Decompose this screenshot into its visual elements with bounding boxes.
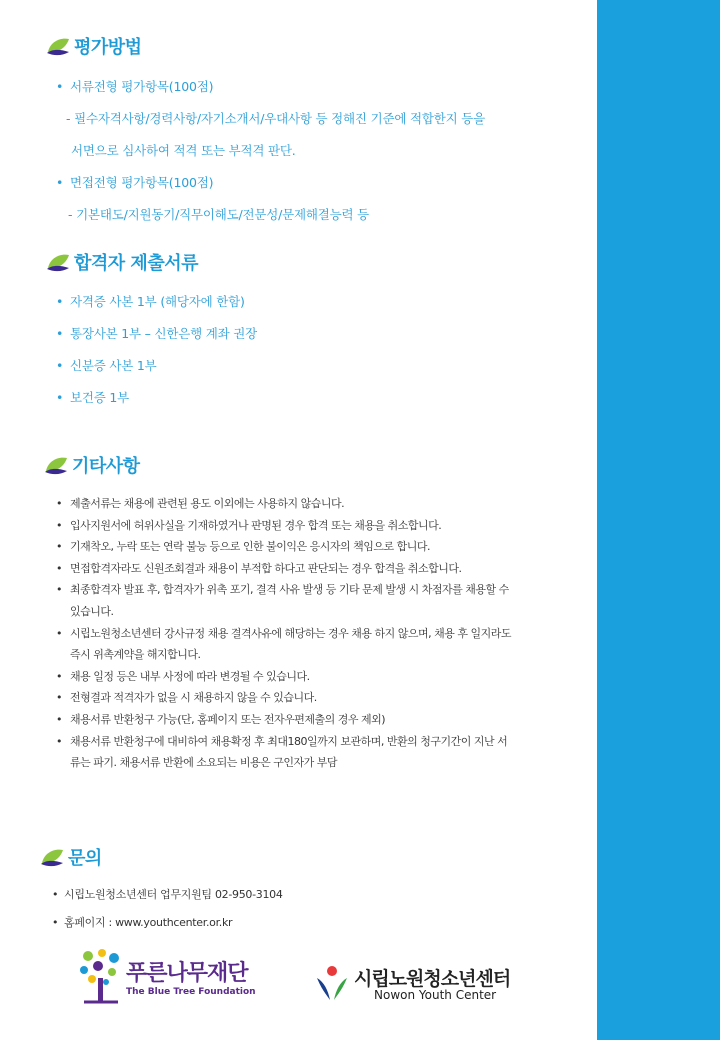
list-item: • 전형결과 적격자가 없을 시 채용하지 않을 수 있습니다. xyxy=(56,691,317,705)
other-notes-list xyxy=(56,493,516,774)
evaluation-line: • 면접전형 평가항목(100점) xyxy=(56,175,214,190)
tree-icon xyxy=(78,948,124,1004)
documents-line: • 신분증 사본 1부 xyxy=(56,358,157,373)
list-item: • 시립노원청소년센터 강사규정 채용 결격사유에 해당하는 경우 채용 하지 않으며, 채용 후 일지라도 즉시 위촉계약을 해지합니다. xyxy=(56,626,511,662)
list-item: • 채용서류 반환청구에 대비하여 채용확정 후 최대180일까지 보관하며, 반환의 청구기간이 지난 서류는 파기. 채용서류 반환에 소요되는 비용은 구인자가 부담 xyxy=(56,734,508,770)
logo-subtitle: The Blue Tree Foundation xyxy=(126,987,256,997)
section-title: 문의 xyxy=(68,848,102,869)
inquiry-phone: • 시립노원청소년센터 업무지원팀 02-950-3104 xyxy=(52,888,283,901)
right-sidebar-band xyxy=(597,0,720,1040)
logo-subtitle: Nowon Youth Center xyxy=(374,988,497,1002)
list-item: • 채용서류 반환청구 가능(단, 홈페이지 또는 전자우편제출의 경우 제외) xyxy=(56,712,386,726)
section-title: 합격자 제출서류 xyxy=(74,253,198,274)
evaluation-line: - 기본태도/지원동기/직무이해도/전문성/문제해결능력 등 xyxy=(68,207,370,222)
leaf-icon xyxy=(46,252,70,272)
documents-line: • 보건증 1부 xyxy=(56,390,130,405)
inquiry-homepage[interactable]: • 홈페이지 : www.youthcenter.or.kr xyxy=(52,916,233,929)
leaf-icon xyxy=(46,36,70,56)
list-item: • 채용 일정 등은 내부 사정에 따라 변경될 수 있습니다. xyxy=(56,669,310,683)
leaf-icon xyxy=(40,847,64,867)
section-heading-evaluation xyxy=(46,33,142,59)
section-title: 기타사항 xyxy=(72,456,140,477)
list-item: • 입사지원서에 허위사실을 기재하였거나 판명된 경우 합격 또는 채용을 취소합니다. xyxy=(56,518,442,532)
documents-line: • 통장사본 1부 – 신한은행 계좌 권장 xyxy=(56,326,258,341)
nowon-youth-center-logo xyxy=(314,960,534,1010)
logo-name: 푸른나무재단 xyxy=(126,961,248,986)
youth-center-emblem-icon xyxy=(314,964,350,1004)
leaf-icon xyxy=(44,455,68,475)
list-item: • 제출서류는 채용에 관련된 용도 이외에는 사용하지 않습니다. xyxy=(56,497,345,510)
bluetree-foundation-logo xyxy=(78,946,258,1006)
evaluation-line: • 서류전형 평가항목(100점) xyxy=(56,79,214,94)
evaluation-line: 서면으로 심사하여 적격 또는 부적격 판단. xyxy=(71,143,296,158)
section-heading-other xyxy=(44,452,140,478)
list-item: • 기재착오, 누락 또는 연락 불능 등으로 인한 불이익은 응시자의 책임으로 합니다. xyxy=(56,540,430,554)
evaluation-line: - 필수자격사항/경력사항/자기소개서/우대사항 등 정해진 기준에 적합한지 등을 xyxy=(66,111,485,126)
section-heading-inquiry xyxy=(40,844,102,870)
logo-name: 시립노원청소년센터 xyxy=(354,968,511,990)
list-item: • 면접합격자라도 신원조회결과 채용이 부적합 하다고 판단되는 경우 합격을 취소합니다. xyxy=(56,561,462,575)
list-item: • 최종합격자 발표 후, 합격자가 위촉 포기, 결격 사유 발생 등 기타 문제 발생 시 차점자를 채용할 수 있습니다. xyxy=(56,583,509,618)
section-title: 평가방법 xyxy=(74,37,142,58)
section-heading-documents xyxy=(46,249,198,275)
documents-line: • 자격증 사본 1부 (해당자에 한함) xyxy=(56,294,245,309)
